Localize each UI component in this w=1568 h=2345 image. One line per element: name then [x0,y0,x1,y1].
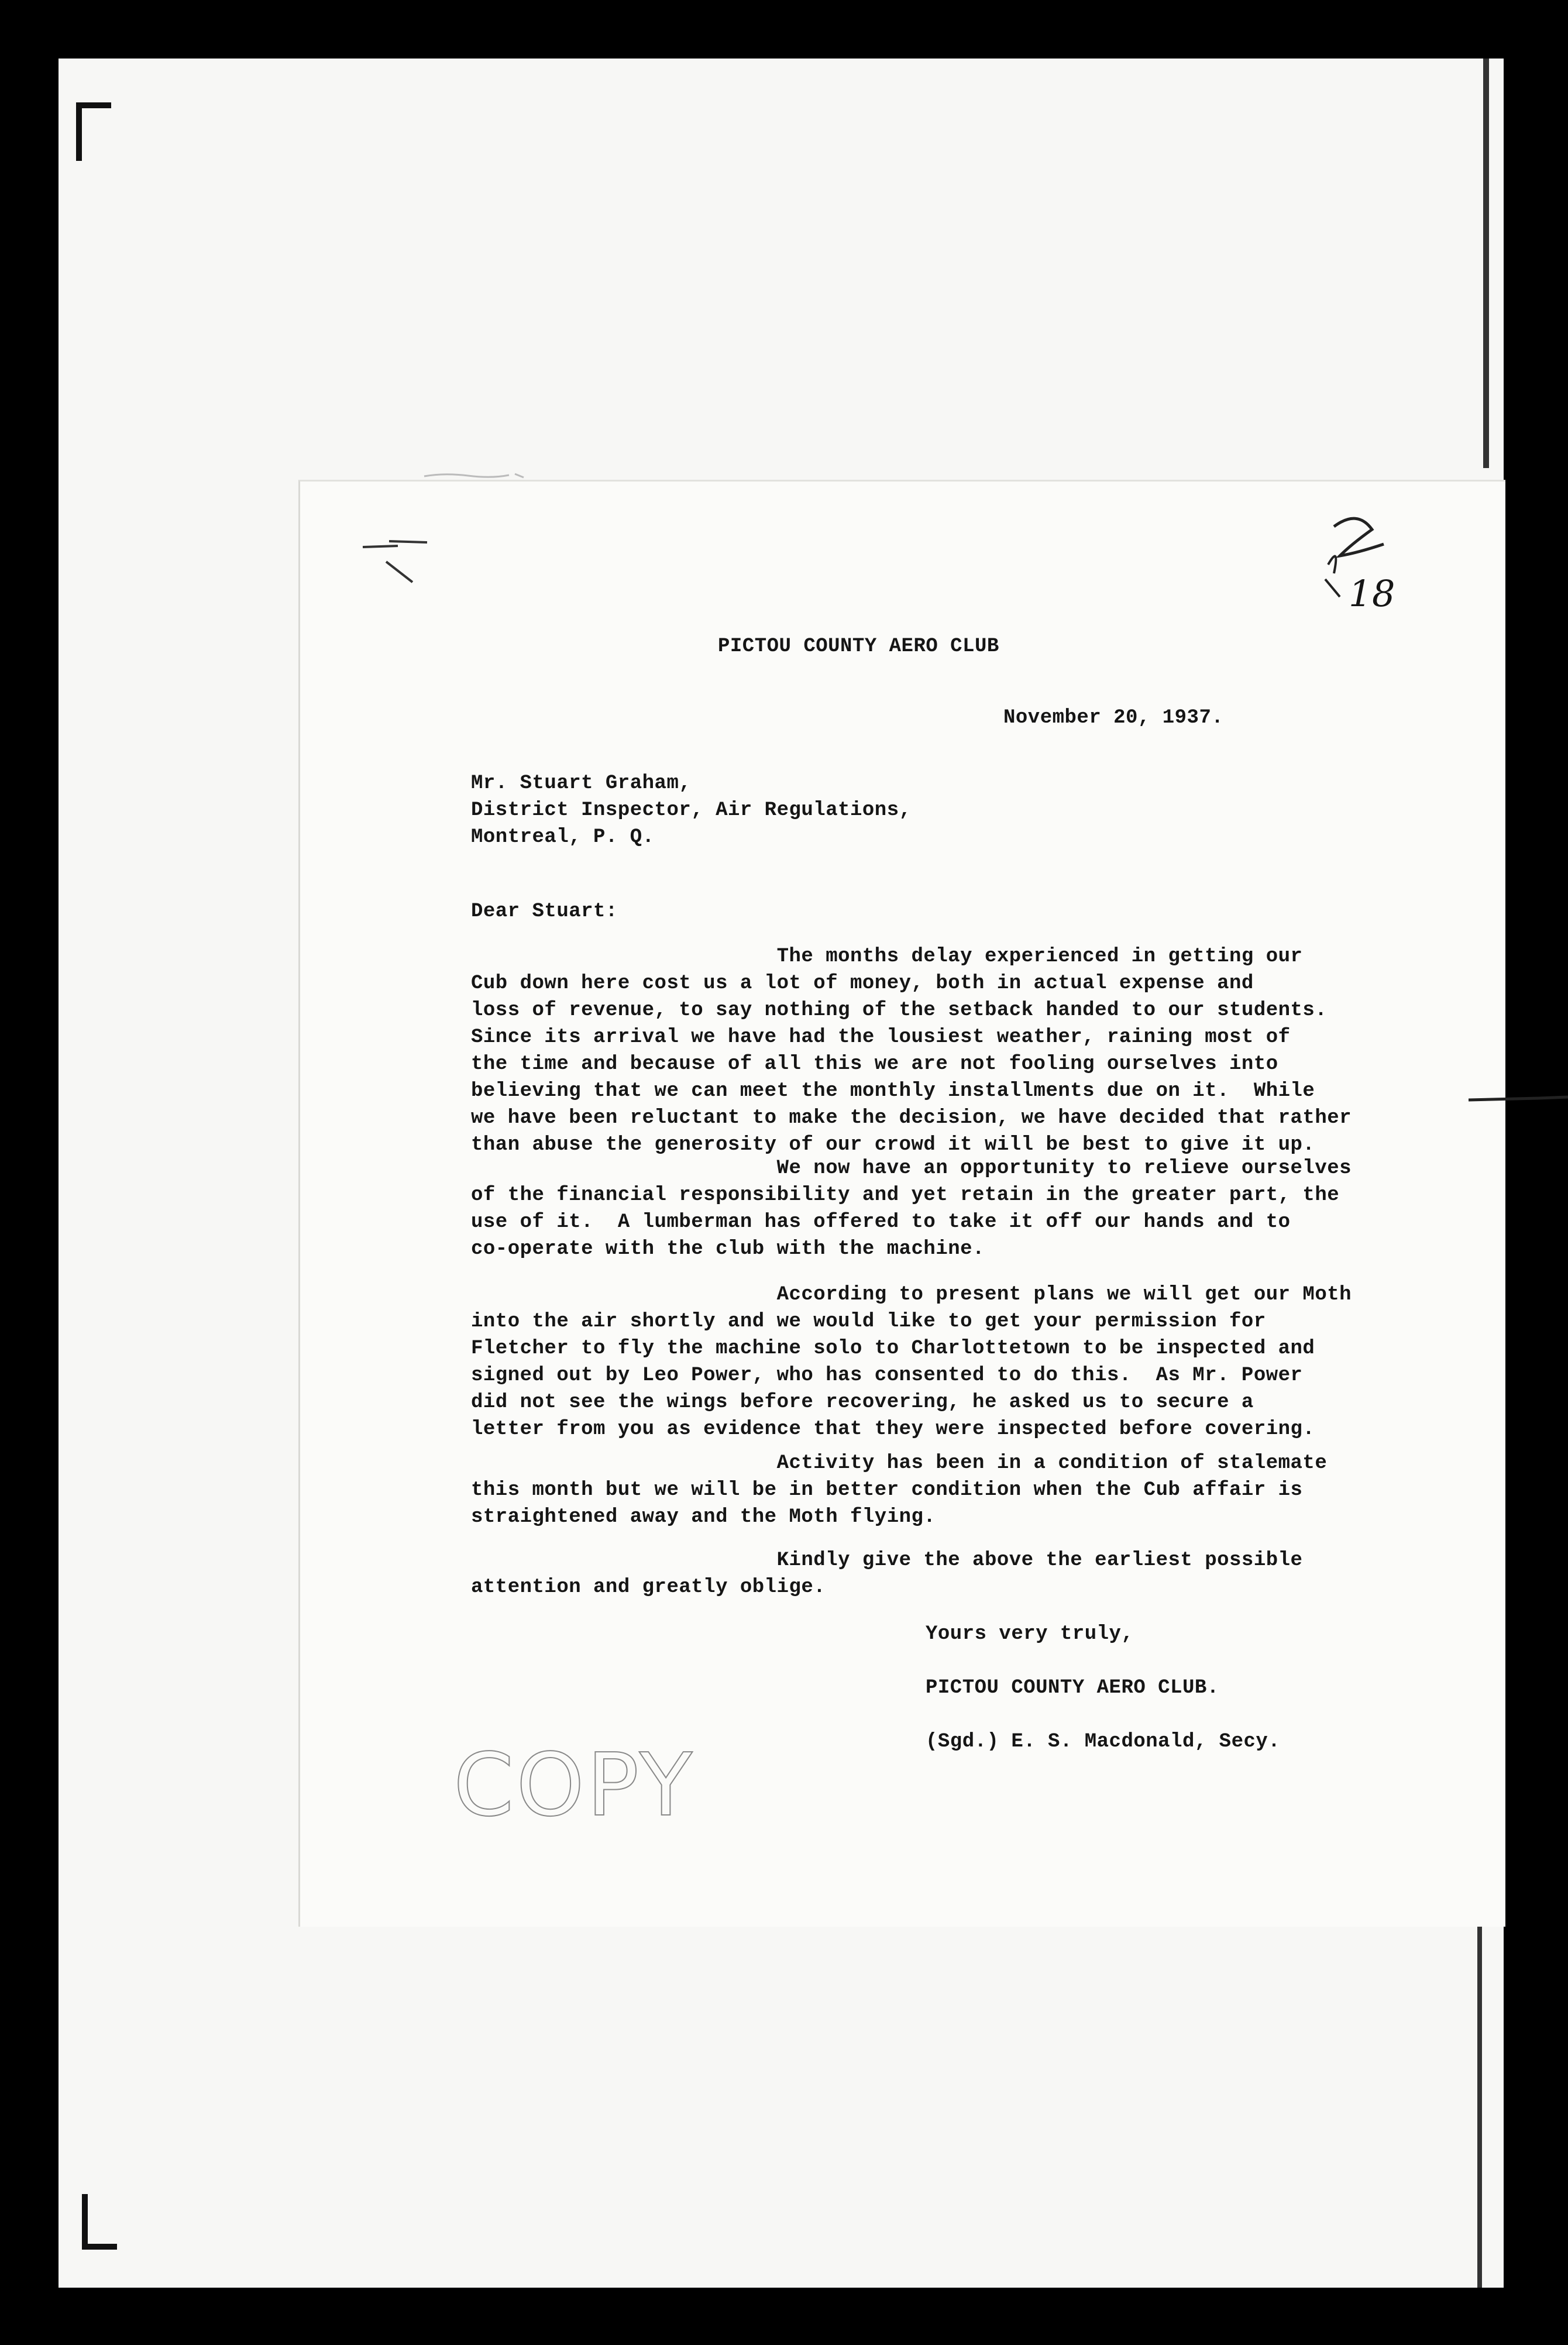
crop-mark-top-left [76,102,82,161]
copy-stamp: COPY [453,1735,695,1835]
smudge-mark [421,468,538,482]
salutation: Dear Stuart: [471,900,618,923]
crop-mark-bottom-left [82,2194,88,2250]
handwritten-annotation [1316,509,1416,626]
body-paragraph: Activity has been in a condition of stalemate this month but we will be in better condition when the Cub affair is straightened away and the Moth flying. [471,1452,1328,1528]
body-paragraph: According to present plans we will get our Moth into the air shortly and we would like to get your permission for Fletcher to fly the machine solo to Charlottetown to be inspected and signed out by Leo Power, who has consented to do this. As Mr. Power did not see the wings before recovering, he asked us to secure a letter from you as evidence that they were inspected before covering. [471,1284,1352,1440]
margin-tick-mark [1469,1091,1568,1109]
body-paragraph: Kindly give the above the earliest possible attention and greatly oblige. [471,1549,1303,1598]
addressee-block: Mr. Stuart Graham, District Inspector, Air Regulations, Montreal, P. Q. [471,772,912,848]
body-paragraph: We now have an opportunity to relieve ourselves of the financial responsibility and yet retain in the greater part, the use of it. A lumberman has offered to take it off our hands and to co-operate with the club with the machine. [471,1157,1352,1260]
letterhead-org-name: PICTOU COUNTY AERO CLUB [718,635,999,658]
handwritten-number: 18 [1349,572,1395,615]
pencil-scribble [357,535,445,594]
crop-mark-bottom-left-horizontal [82,2244,117,2250]
closing-signature-block: Yours very truly, PICTOU COUNTY AERO CLUB. (Sgd.) E. S. Macdonald, Secy. [926,1623,1281,1753]
page-edge-shadow [1483,59,1489,468]
body-paragraph: The months delay experienced in getting our Cub down here cost us a lot of money, both in actual expense and loss of revenue, to say nothing of the setback handed to our students. Since its arrival we have had the lousiest weather, raining most of the time and because of all this we are not fooling ourselves into believing that we can meet the monthly installments due on it. While we have been reluctant to make the decision, we have decided that rather than abuse the generosity of our crowd it will be best to give it up. [471,945,1352,1156]
letter-date: November 20, 1937. [1003,707,1224,729]
page-edge-shadow-lower [1477,1907,1482,2288]
crop-mark-top-left-horizontal [76,102,111,108]
